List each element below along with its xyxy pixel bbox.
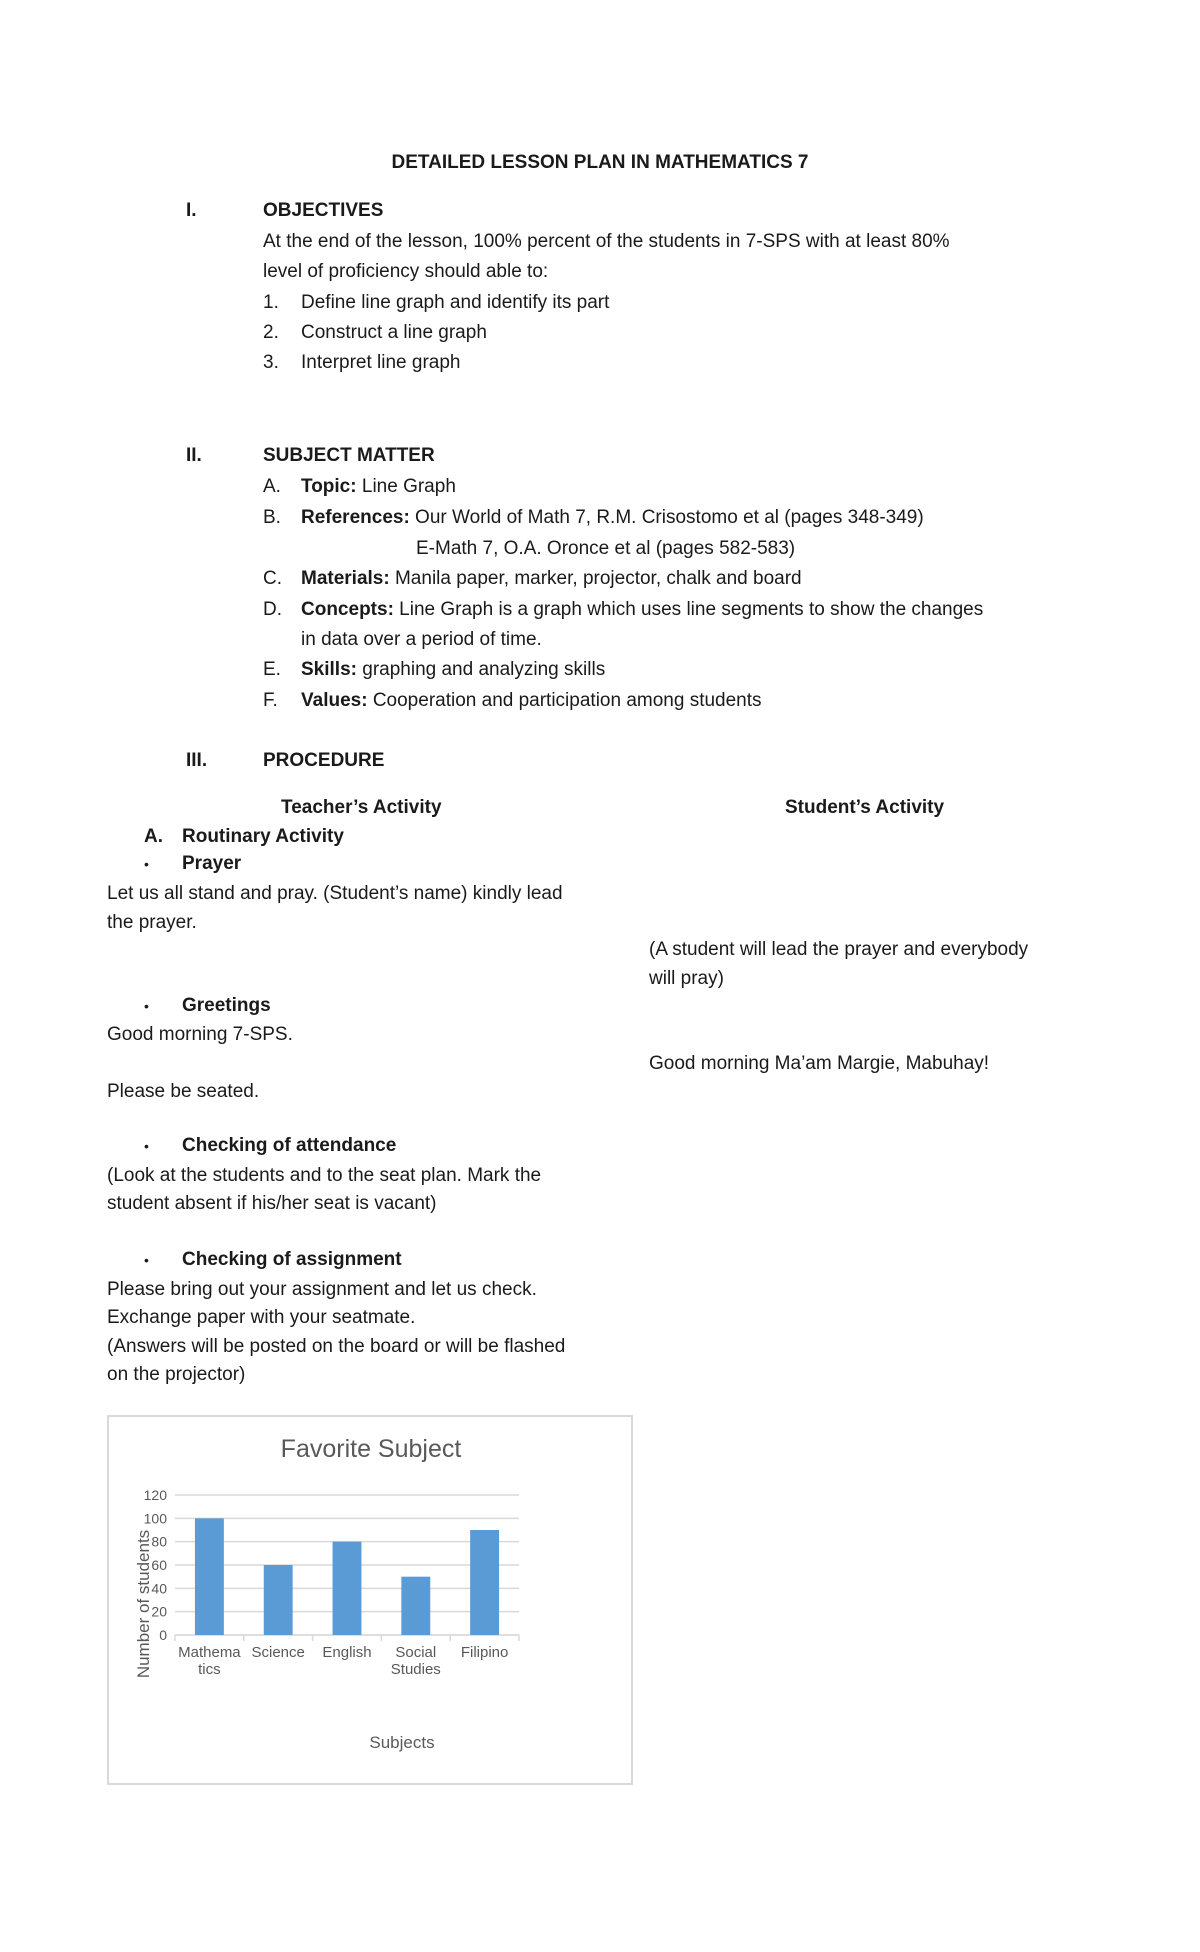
chart-x-tick-label: Studies: [390, 1661, 441, 1678]
student-activity-heading: Student’s Activity: [785, 797, 945, 818]
objectives-heading: OBJECTIVES: [263, 200, 384, 221]
chart-y-tick-label: 80: [151, 1533, 167, 1550]
chart-x-tick-label: Filipino: [460, 1644, 509, 1661]
topic-label: Topic:: [301, 476, 357, 497]
prayer-label: Prayer: [182, 853, 242, 874]
topic-text: Line Graph: [356, 476, 456, 497]
subject-matter-heading: SUBJECT MATTER: [263, 445, 435, 466]
values-line: [301, 690, 762, 712]
values-letter: F.: [263, 690, 278, 711]
subject-matter-numeral: II.: [186, 445, 202, 466]
chart-y-tick-label: 120: [143, 1487, 167, 1503]
page-title: DETAILED LESSON PLAN IN MATHEMATICS 7: [391, 152, 809, 173]
objective-item: Interpret line graph: [301, 352, 461, 373]
materials-letter: C.: [263, 568, 282, 589]
objective-number: 1.: [263, 292, 279, 313]
objective-number: 2.: [263, 322, 279, 343]
chart-y-tick-label: 0: [159, 1627, 167, 1643]
prayer-teacher-line2: the prayer.: [107, 912, 197, 933]
attendance-line2: student absent if his/her seat is vacant): [107, 1193, 437, 1214]
values-label: Values:: [301, 690, 368, 711]
chart-bar: [470, 1530, 499, 1635]
bullet-icon: •: [144, 998, 149, 1014]
objective-item: Define line graph and identify its part: [301, 292, 610, 313]
attendance-line1: (Look at the students and to the seat plan. Mark the: [107, 1165, 542, 1186]
materials-text: Manila paper, marker, projector, chalk and board: [389, 568, 802, 589]
greetings-label: Greetings: [182, 995, 271, 1016]
chart-y-axis-label: Number of students: [134, 1529, 153, 1679]
assignment-line3: (Answers will be posted on the board or will be flashed: [107, 1336, 566, 1357]
chart-y-tick-label: 40: [151, 1580, 167, 1597]
greetings-student-line1: Good morning Ma’am Margie, Mabuhay!: [649, 1053, 990, 1074]
objective-number: 3.: [263, 352, 279, 373]
materials-label: Materials:: [301, 568, 390, 589]
references-letter: B.: [263, 507, 281, 528]
skills-text: graphing and analyzing skills: [356, 659, 606, 680]
topic-letter: A.: [263, 476, 281, 497]
skills-label: Skills:: [301, 659, 357, 680]
chart-x-tick-label: English: [322, 1644, 372, 1661]
chart-title: Favorite Subject: [280, 1435, 462, 1463]
chart-x-tick-label: tics: [198, 1661, 221, 1678]
chart-x-tick-label: Social: [395, 1644, 437, 1661]
chart-x-ticks: [178, 1644, 508, 1678]
chart-bars: [195, 1518, 499, 1635]
chart-svg: [109, 1417, 631, 1783]
objectives-intro-line1: At the end of the lesson, 100% percent of the students in 7-SPS with at least 80%: [263, 231, 950, 252]
materials-line: [301, 568, 802, 590]
objective-item: Construct a line graph: [301, 322, 487, 343]
skills-letter: E.: [263, 659, 281, 680]
chart-y-tick-label: 100: [143, 1510, 167, 1527]
chart-bar: [401, 1577, 430, 1635]
chart-bar: [195, 1518, 224, 1635]
chart-x-tick-label: Science: [251, 1644, 305, 1661]
assignment-line4: on the projector): [107, 1364, 246, 1385]
concepts-letter: D.: [263, 599, 282, 620]
references-text-2: E-Math 7, O.A. Oronce et al (pages 582-583): [416, 538, 796, 559]
greetings-teacher-line1: Good morning 7-SPS.: [107, 1024, 293, 1045]
chart-bar: [333, 1542, 362, 1635]
routinary-label: Routinary Activity: [182, 826, 344, 847]
bullet-icon: •: [144, 1252, 149, 1268]
prayer-teacher-line1: Let us all stand and pray. (Student’s name) kindly lead: [107, 883, 563, 904]
bullet-icon: •: [144, 856, 149, 872]
favorite-subject-chart: [107, 1415, 633, 1785]
chart-bar: [264, 1565, 293, 1635]
references-line: [301, 507, 924, 529]
greetings-teacher-line2: Please be seated.: [107, 1081, 260, 1102]
values-text: Cooperation and participation among students: [367, 690, 762, 711]
procedure-numeral: III.: [186, 750, 208, 771]
bullet-icon: •: [144, 1138, 149, 1154]
references-text: Our World of Math 7, R.M. Crisostomo et al (pages 348-349): [409, 507, 924, 528]
concepts-text-2: in data over a period of time.: [301, 629, 542, 650]
concepts-label: Concepts:: [301, 599, 394, 620]
chart-x-tick-label: Mathema: [178, 1644, 241, 1661]
prayer-student-line2: will pray): [649, 968, 724, 989]
procedure-heading: PROCEDURE: [263, 750, 385, 771]
concepts-line: [301, 599, 983, 621]
objectives-intro-line2: level of proficiency should able to:: [263, 261, 549, 282]
assignment-line2: Exchange paper with your seatmate.: [107, 1307, 416, 1328]
topic-line: [301, 476, 456, 498]
chart-y-tick-label: 20: [151, 1603, 167, 1620]
concepts-text: Line Graph is a graph which uses line segments to show the changes: [393, 599, 984, 620]
skills-line: [301, 659, 605, 681]
chart-y-tick-label: 60: [151, 1557, 167, 1573]
routinary-letter: A.: [144, 826, 163, 847]
prayer-student-line1: (A student will lead the prayer and everybody: [649, 939, 1029, 960]
attendance-label: Checking of attendance: [182, 1135, 397, 1156]
teacher-activity-heading: Teacher’s Activity: [281, 797, 442, 818]
references-label: References:: [301, 507, 410, 528]
assignment-line1: Please bring out your assignment and let us check.: [107, 1279, 537, 1300]
chart-x-axis-label: Subjects: [369, 1733, 435, 1752]
objectives-numeral: I.: [186, 200, 197, 221]
assignment-label: Checking of assignment: [182, 1249, 402, 1270]
